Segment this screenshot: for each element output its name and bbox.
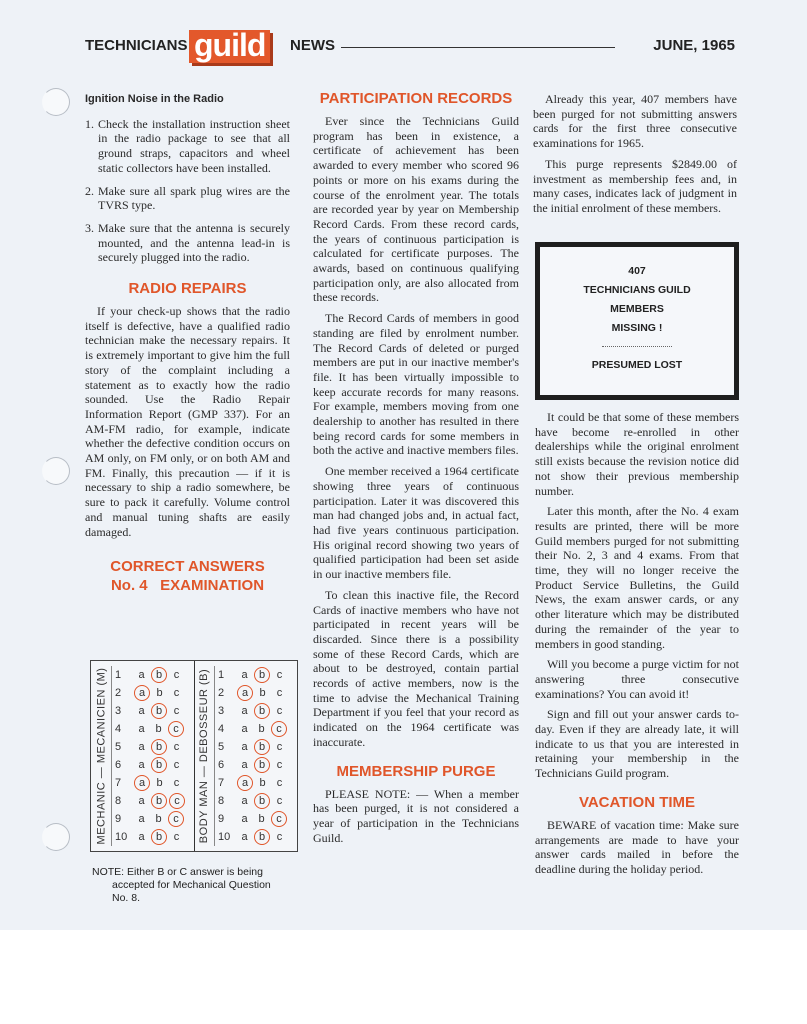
question-number: 2 xyxy=(115,687,122,699)
participation-title: PARTICIPATION RECORDS xyxy=(319,90,513,107)
item-text: Make sure all spark plug wires are the TVRS type. xyxy=(98,183,290,213)
answer-option: c xyxy=(276,687,283,699)
answer-row xyxy=(115,666,186,684)
ignition-title: Ignition Noise in the Radio xyxy=(85,93,224,105)
box-line: MEMBERS xyxy=(610,303,664,315)
ignition-list xyxy=(85,117,290,265)
answer-option: c xyxy=(173,831,180,843)
radio-repairs-title: RADIO REPAIRS xyxy=(128,280,247,298)
paragraph: One member received a 1964 certificate showing three years of continuous participation. Later it was discovered this man had changed jobs and, in actual fact, had five years continuous participation. His original record showing two years of qualified participation had been set aside in our inactive members file. xyxy=(313,464,519,582)
note-line: accepted for Mechanical Question xyxy=(112,879,271,891)
answer-option: c xyxy=(173,777,180,789)
answer-option: a xyxy=(241,831,248,843)
paragraph: It could be that some of these members have become re-enrolled in other dealerships while the original enrolment still exists because the revision notice did not show their previous membership number. xyxy=(535,410,739,498)
paragraph: Sign and fill out your answer cards to-day. Even if they are already late, it will indicate to us that you are interested in retaining your membership in the Technicians Guild program. xyxy=(535,707,739,781)
correct-answer: b xyxy=(254,703,270,719)
item-number: 3. xyxy=(85,220,94,235)
question-number: 8 xyxy=(115,795,122,807)
answer-row xyxy=(218,774,288,792)
guild-logo: guild xyxy=(189,30,270,63)
purge-title: MEMBERSHIP PURGE xyxy=(336,762,496,780)
column-1 xyxy=(85,92,290,601)
correct-answer: a xyxy=(134,685,150,701)
answer-option: b xyxy=(155,813,162,825)
answer-row xyxy=(115,810,186,828)
dotted-divider xyxy=(602,346,672,347)
correct-answer: b xyxy=(151,703,167,719)
answer-row xyxy=(218,684,288,702)
question-number: 3 xyxy=(115,705,122,717)
masthead-news: NEWS xyxy=(290,37,335,54)
answer-row xyxy=(218,720,288,738)
question-number: 6 xyxy=(115,759,122,771)
correct-answer: b xyxy=(254,829,270,845)
correct-answer: c xyxy=(168,721,184,737)
box-line: MISSING ! xyxy=(611,322,663,334)
answer-row xyxy=(115,720,186,738)
radio-repairs-text: If your check-up shows that the radio itself is defective, have a qualified radio technician make the necessary repairs. It is extremely important to give him the full story of the complaint including a statement as to exactly how the radio sounded. Use the Radio Repair Information Report (GMP 337). For an AM-FM radio, for example, indicate whether the defective condition occurs on AM only, on FM only, or on both AM and FM. Finally, this precaution — if it is necessary to ship a radio somewhere, be sure to pack it carefully. Volume control and manual tuning shafts are easily damaged. xyxy=(85,304,290,539)
answer-option: b xyxy=(156,777,163,789)
correct-answer: a xyxy=(134,775,150,791)
missing-members-box xyxy=(535,242,739,400)
correct-answer: b xyxy=(254,739,270,755)
question-number: 10 xyxy=(115,831,128,843)
answer-option: a xyxy=(241,669,248,681)
question-number: 9 xyxy=(115,813,122,825)
correct-answer: b xyxy=(254,667,270,683)
correct-answer: c xyxy=(271,721,287,737)
answer-option: a xyxy=(241,795,248,807)
question-number: 2 xyxy=(218,687,225,699)
answer-row xyxy=(218,756,288,774)
box-line: TECHNICIANS GUILD xyxy=(583,284,691,296)
answer-option: a xyxy=(241,759,248,771)
answer-option: a xyxy=(138,831,145,843)
item-number: 1. xyxy=(85,116,94,131)
issue-date: JUNE, 1965 xyxy=(653,37,735,54)
paragraph: BEWARE of vacation time: Make sure arrangements are made to have your answer cards mailed in before the deadline during the holiday period. xyxy=(535,817,739,876)
answer-option: b xyxy=(259,687,266,699)
correct-answer: a xyxy=(237,685,253,701)
correct-answer: b xyxy=(151,739,167,755)
correct-answer: b xyxy=(151,667,167,683)
answer-option: b xyxy=(155,723,162,735)
answer-row xyxy=(218,666,288,684)
masthead-rule xyxy=(341,47,615,48)
answer-option: a xyxy=(241,813,248,825)
box-line: 407 xyxy=(628,265,646,277)
item-number: 2. xyxy=(85,183,94,198)
correct-answer: c xyxy=(169,793,185,809)
correct-answer: c xyxy=(271,811,287,827)
question-number: 1 xyxy=(115,669,122,681)
answer-option: c xyxy=(173,687,180,699)
question-number: 8 xyxy=(218,795,225,807)
answer-row xyxy=(218,792,288,810)
paragraph: Later this month, after the No. 4 exam results are printed, there will be more Guild members purged for not submitting their No. 2, 3 and 4 exams. From that time, they will no longer receive the Product Service Bulletins, the Guild News, the exam answer cards, or any other literature which may be distributed during the remainder of the year to members in good standing. xyxy=(535,504,739,651)
answers-subtitle: No. 4 EXAMINATION xyxy=(110,577,265,595)
correct-answer: b xyxy=(254,757,270,773)
answer-row xyxy=(218,702,288,720)
column-3-lower xyxy=(535,410,739,883)
correct-answer: a xyxy=(237,775,253,791)
masthead xyxy=(85,27,735,64)
paragraph: The Record Cards of members in good standing are filed by enrolment number. The Record Cards of deleted or purged members are put in our inactive member's file. It has been virtually impossible to keep accurate records for many reasons. For example, members moving from one dealership to another has resulted in there being record cards for some members in both the active and inactive members files. xyxy=(313,311,519,458)
correct-answer: b xyxy=(254,793,270,809)
answer-row xyxy=(115,738,186,756)
answer-option: a xyxy=(138,795,145,807)
item-text: Check the installation instruction sheet in the radio package to see that all ground straps, capacitors and wheel static collectors have been installed. xyxy=(98,116,290,175)
question-number: 5 xyxy=(115,741,122,753)
paragraph: Will you become a purge victim for not answering three consecutive examinations? You can avoid it! xyxy=(535,657,739,701)
question-number: 5 xyxy=(218,741,225,753)
note-line: No. 8. xyxy=(112,892,141,904)
answer-option: c xyxy=(276,759,283,771)
answer-option: c xyxy=(276,705,283,717)
answer-option: a xyxy=(138,705,145,717)
answer-option: a xyxy=(241,723,248,735)
question-number: 7 xyxy=(115,777,122,789)
bodyman-label: BODY MAN — DEBOSSEUR (B) xyxy=(198,668,211,844)
answer-option: b xyxy=(259,777,266,789)
answer-row xyxy=(218,738,288,756)
item-text: Make sure that the antenna is securely mounted, and the antenna lead-in is securely plugged into the radio. xyxy=(98,220,290,265)
answer-option: c xyxy=(276,795,283,807)
answer-row xyxy=(115,702,186,720)
mechanic-label: MECHANIC — MECANICIEN (M) xyxy=(95,667,108,845)
correct-answer: b xyxy=(151,793,167,809)
answers-note xyxy=(92,866,298,905)
answer-key-table xyxy=(90,660,298,852)
correct-answer: b xyxy=(151,829,167,845)
question-number: 1 xyxy=(218,669,225,681)
answer-row xyxy=(218,810,288,828)
answer-option: c xyxy=(173,759,180,771)
answer-row xyxy=(115,828,186,846)
answer-option: c xyxy=(276,777,283,789)
mechanic-answers xyxy=(91,661,195,851)
binder-hole xyxy=(42,823,70,851)
answer-option: b xyxy=(156,687,163,699)
answer-option: a xyxy=(241,705,248,717)
question-number: 3 xyxy=(218,705,225,717)
column-2 xyxy=(313,89,519,851)
question-number: 4 xyxy=(115,723,122,735)
paragraph: Already this year, 407 members have been purged for not submitting answers cards for the first three consecutive examinations for 1965. xyxy=(533,92,737,151)
bodyman-answers xyxy=(194,661,297,851)
answer-row xyxy=(218,828,288,846)
note-line: NOTE: Either B or C answer is being xyxy=(92,866,263,878)
question-number: 6 xyxy=(218,759,225,771)
paragraph: To clean this inactive file, the Record Cards of inactive members who have not participated in recent years will be discarded. Since there is a possibility some of these Record Cards, which are about to be destroyed, contain partial records of active members, now is the time to advise the Mechanical Training Department if you feel that your record as indicated on the 1964 certificate was inaccurate. xyxy=(313,587,519,749)
list-item xyxy=(85,221,290,265)
answer-row xyxy=(115,774,186,792)
paragraph: PLEASE NOTE: — When a member has been purged, it is not considered a year of participation in the Technicians Guild. xyxy=(313,786,519,845)
correct-answer: c xyxy=(168,811,184,827)
answer-option: a xyxy=(138,759,145,771)
question-number: 7 xyxy=(218,777,225,789)
list-item xyxy=(85,184,290,213)
answer-option: c xyxy=(173,705,180,717)
correct-answer: b xyxy=(151,757,167,773)
binder-hole xyxy=(42,88,70,116)
paragraph: Ever since the Technicians Guild program has been in existence, a certificate of achievement has been awarded to every member who scored 96 points or more on his exams during the course of the enrolment year. The totals are recorded year by year on Membership Record Cards. From these record cards, the years of continuous participation is calculated for certificate purposes. The awards, based on continuous qualifying participation only, are also allocated from these records. xyxy=(313,114,519,305)
answer-option: a xyxy=(241,741,248,753)
box-line: PRESUMED LOST xyxy=(591,359,683,371)
paragraph: This purge represents $2849.00 of investment as membership fees and, in many cases, indicates lack of judgment in the initial enrolment of these members. xyxy=(533,156,737,215)
answer-option: a xyxy=(138,723,145,735)
answer-option: a xyxy=(138,669,145,681)
answer-row xyxy=(115,792,186,810)
answer-option: c xyxy=(173,669,180,681)
answer-option: c xyxy=(173,741,180,753)
answer-option: b xyxy=(258,813,265,825)
answer-row xyxy=(115,756,186,774)
answers-title: CORRECT ANSWERS xyxy=(110,558,265,576)
vacation-title: VACATION TIME xyxy=(578,793,696,811)
answer-option: b xyxy=(258,723,265,735)
list-item xyxy=(85,117,290,176)
binder-hole xyxy=(42,457,70,485)
question-number: 10 xyxy=(218,831,231,843)
answer-option: c xyxy=(276,741,283,753)
answer-row xyxy=(115,684,186,702)
answer-option: c xyxy=(276,831,283,843)
masthead-technicians: TECHNICIANS xyxy=(85,37,188,54)
answer-option: a xyxy=(138,741,145,753)
column-3 xyxy=(533,92,737,222)
answer-option: c xyxy=(276,669,283,681)
question-number: 4 xyxy=(218,723,225,735)
question-number: 9 xyxy=(218,813,225,825)
answer-option: a xyxy=(138,813,145,825)
